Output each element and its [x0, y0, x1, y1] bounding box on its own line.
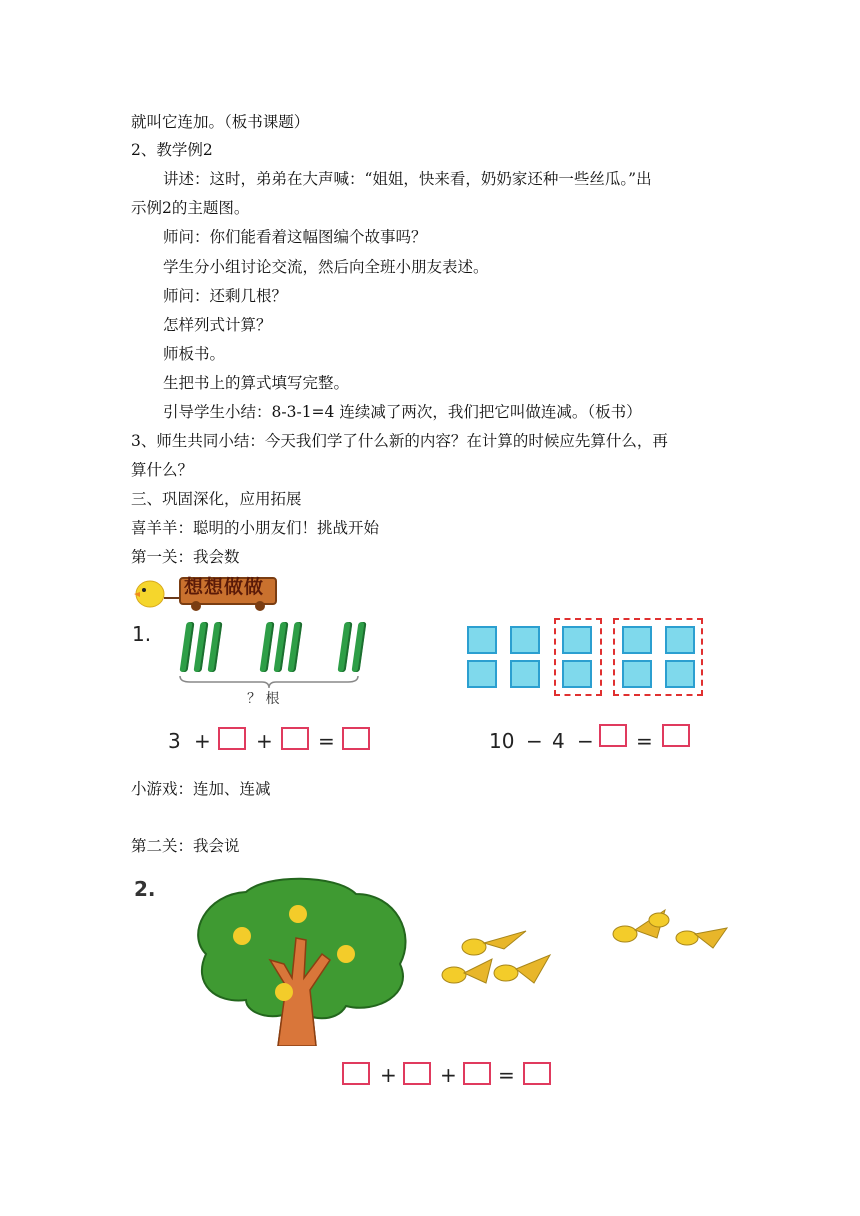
eq-number: 4 [552, 729, 565, 753]
flying-birds-icon [434, 925, 554, 995]
eq-number: 3 [168, 729, 181, 753]
brace-label: ？ 根 [247, 691, 280, 707]
tile [467, 660, 497, 688]
text-line: 算什么？ [131, 461, 194, 479]
eq-operator: + [194, 729, 211, 753]
stick [179, 622, 194, 672]
banner [130, 570, 280, 612]
exercise-number: 2. [134, 877, 156, 901]
answer-box[interactable] [342, 1062, 370, 1085]
eq-operator: = [498, 1063, 515, 1087]
text-line: 讲述：这时，弟弟在大声喊：“姐姐，快来看，奶奶家还种一些丝瓜。”出 [163, 170, 652, 188]
tile [665, 626, 695, 654]
answer-box[interactable] [599, 724, 627, 747]
text-line: 示例2的主题图。 [131, 199, 250, 217]
text-line: 就叫它连加。（板书课题） [131, 113, 310, 131]
answer-box[interactable] [342, 727, 370, 750]
stick [351, 622, 366, 672]
text-line: 师问：你们能看着这幅图编个故事吗？ [163, 228, 427, 246]
stick [193, 622, 208, 672]
stick [287, 622, 302, 672]
flying-birds-icon [605, 902, 731, 952]
text-line: 第一关：我会数 [131, 548, 240, 566]
stick [337, 622, 352, 672]
tile [665, 660, 695, 688]
stick [259, 622, 274, 672]
answer-box[interactable] [281, 727, 309, 750]
text-line: 2、教学例2 [131, 141, 213, 159]
answer-box[interactable] [218, 727, 246, 750]
eq-operator: = [636, 729, 653, 753]
eq-number: 10 [489, 729, 515, 753]
text-line: 3、师生共同小结：今天我们学了什么新的内容？在计算的时候应先算什么，再 [131, 432, 668, 450]
text-line: 学生分小组讨论交流，然后向全班小朋友表述。 [163, 258, 489, 276]
eq-operator: − [577, 729, 594, 753]
banner-title: 想想做做 [184, 576, 265, 598]
text-line: 怎样列式计算？ [163, 316, 272, 334]
text-line: 师板书。 [163, 345, 226, 363]
text-line: 生把书上的算式填写完整。 [163, 374, 350, 392]
answer-box[interactable] [662, 724, 690, 747]
eq-operator: + [256, 729, 273, 753]
tile [562, 660, 592, 688]
stick [273, 622, 288, 672]
stick [207, 622, 222, 672]
text-line: 三、巩固深化，应用拓展 [131, 490, 302, 508]
answer-box[interactable] [523, 1062, 551, 1085]
eq-operator: = [318, 729, 335, 753]
tile [510, 660, 540, 688]
exercise-number: 1. [132, 622, 152, 646]
text-line: 第二关：我会说 [131, 837, 240, 855]
eq-operator: + [380, 1063, 397, 1087]
eq-operator: − [526, 729, 543, 753]
tree-with-birds-icon [186, 874, 416, 1046]
eq-operator: + [440, 1063, 457, 1087]
answer-box[interactable] [403, 1062, 431, 1085]
text-line: 师问：还剩几根？ [163, 287, 288, 305]
tile [510, 626, 540, 654]
tile [562, 626, 592, 654]
tile [622, 660, 652, 688]
text-line: 小游戏：连加、连减 [131, 780, 271, 798]
text-line: 引导学生小结：8-3-1=4 连续减了两次，我们把它叫做连减。（板书） [163, 403, 642, 421]
tile [467, 626, 497, 654]
tile [622, 626, 652, 654]
answer-box[interactable] [463, 1062, 491, 1085]
text-line: 喜羊羊：聪明的小朋友们！挑战开始 [131, 519, 380, 537]
